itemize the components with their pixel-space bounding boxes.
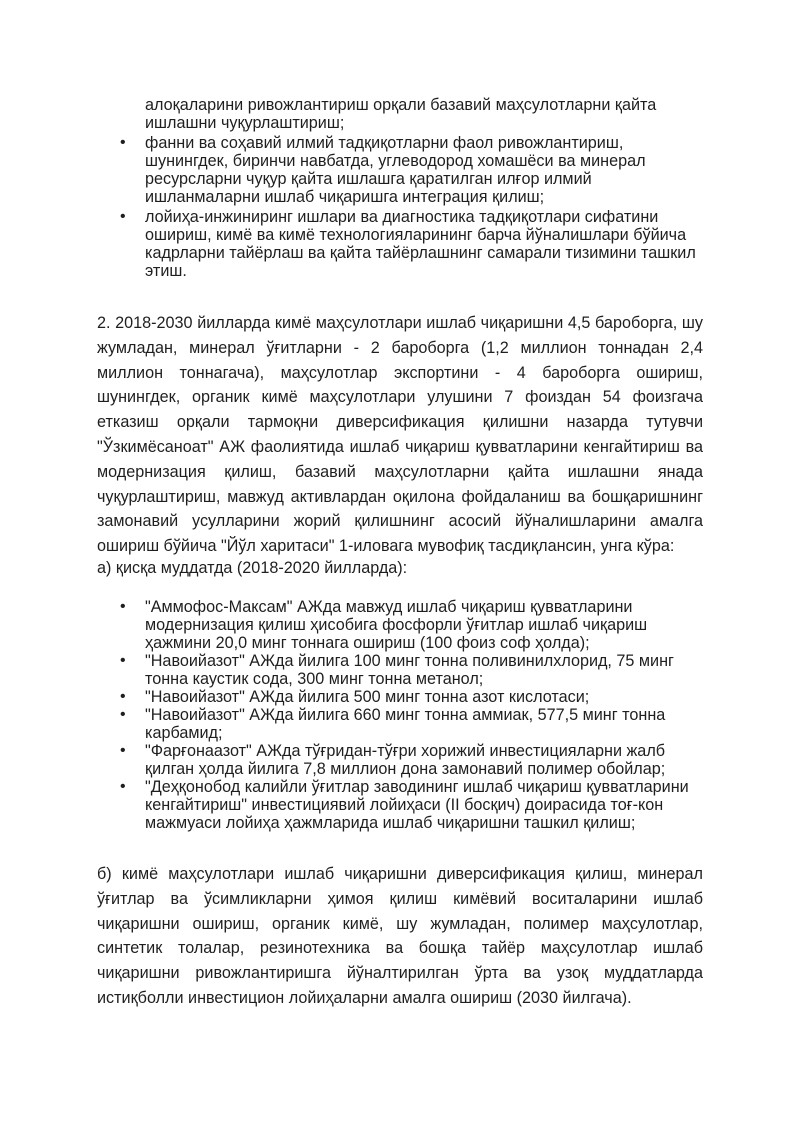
list-item-text: "Навоийазот" АЖда йилига 500 минг тонна азот кислотаси;	[145, 688, 590, 706]
list-item	[120, 134, 710, 206]
list-item-text: "Фарғонаазот" АЖда тўғридан-тўғри хорижий инвестицияларни жалб қилган ҳолда йилига 7,8 миллион дона замонавий полимер обойлар;	[145, 742, 666, 778]
bullet-icon: •	[120, 688, 126, 705]
list-item	[120, 208, 710, 280]
bullet-icon: •	[120, 652, 126, 669]
list-item	[120, 706, 710, 742]
list-item-text: "Аммофос-Максам" АЖда мавжуд ишлаб чиқариш қувватларини модернизация қилиш ҳисобига фосфорли ўғитлар ишлаб чиқариш ҳажмини 20,0 минг тоннага ошириш (100 фоиз соф ҳолда);	[145, 598, 648, 652]
bullet-icon: •	[120, 778, 126, 795]
paragraph-b: б) кимё маҳсулотлари ишлаб чиқаришни диверсификация қилиш, минерал ўғитлар ва ўсимликларни ҳимоя қилиш кимёвий воситаларини ишлаб чиқаришни ошириш, органик кимё, шу жумладан, полимер маҳсулотлар, синтетик толалар, резинотехника ва бошқа тайёр маҳсулотлар ишлаб чиқаришни ривожлантиришга йўналтирилган ўрта ва узоқ муддатларда истиқболли инвестицион лойиҳаларни амалга ошириш (2030 йилгача).	[97, 865, 703, 1007]
list-item	[120, 598, 710, 652]
list-item-text: "Деҳқонобод калийли ўғитлар заводининг ишлаб чиқариш қувватларини кенгайтириш" инвестициявий лойиҳаси (II босқич) доирасида тоғ-кон мажмуаси лойиҳа ҳажмларида ишлаб чиқаришни ташкил қилиш;	[145, 778, 689, 832]
list-item	[120, 688, 710, 706]
bullet-icon: •	[120, 598, 126, 615]
list-item	[120, 778, 710, 832]
continuation-text: алоқаларини ривожлантириш орқали базавий маҳсулотларни қайта ишлашни чуқурлаштириш;	[145, 96, 657, 132]
bullet-list-short-term	[120, 598, 710, 832]
bullet-icon: •	[120, 706, 126, 723]
list-item-text: "Навоийазот" АЖда йилига 660 минг тонна аммиак, 577,5 минг тонна карбамид;	[145, 706, 666, 742]
list-item-text: лойиҳа-инжиниринг ишлари ва диагностика тадқиқотлари сифатини ошириш, кимё ва кимё технологияларининг барча йўналишлари бўйича кадрларни тайёрлаш ва қайта тайёрлашнинг самарали тизимини ташкил этиш.	[145, 208, 696, 280]
list-item-text: фанни ва соҳавий илмий тадқиқотларни фаол ривожлантириш, шунингдек, биринчи навбатда, углеводород хомашёси ва минерал ресурсларни чуқур қайта ишлашга қаратилган илғор илмий ишланмаларни ишлаб чиқаришга интеграция қилиш;	[145, 134, 646, 206]
bullet-list-goals	[120, 134, 710, 280]
list-item	[120, 742, 710, 778]
bullet-icon: •	[120, 208, 126, 225]
paragraph-a-heading: а) қисқа муддатда (2018-2020 йилларда):	[97, 559, 408, 577]
bullet-icon: •	[120, 742, 126, 759]
list-item-text: "Навоийазот" АЖда йилига 100 минг тонна поливинилхлорид, 75 минг тонна каустик сода, 300 минг тонна метанол;	[145, 652, 674, 688]
list-item	[120, 652, 710, 688]
paragraph-2: 2. 2018-2030 йилларда кимё маҳсулотлари ишлаб чиқаришни 4,5 бароборга, шу жумладан, минерал ўғитларни - 2 бароборга (1,2 миллион тоннадан 2,4 миллион тоннагача), маҳсулотлар экспортини - 4 бароборга ошириш, шунингдек, органик кимё маҳсулотлари улушини 7 фоиздан 54 фоизгача етказиш орқали тармоқни диверсификация қилишни назарда тутувчи "Ўзкимёсаноат" АЖ фаолиятида ишлаб чиқариш қувватларини кенгайтириш ва модернизация қилиш, базавий маҳсулотларни қайта ишлашни янада чуқурлаштириш, мавжуд активлардан оқилона фойдаланиш ва бошқаришнинг замонавий усулларини жорий қилишнинг асосий йўналишларини амалга ошириш бўйича "Йўл харитаси" 1-иловага мувофиқ тасдиқлансин, унга кўра:	[97, 314, 703, 556]
bullet-icon: •	[120, 134, 126, 151]
